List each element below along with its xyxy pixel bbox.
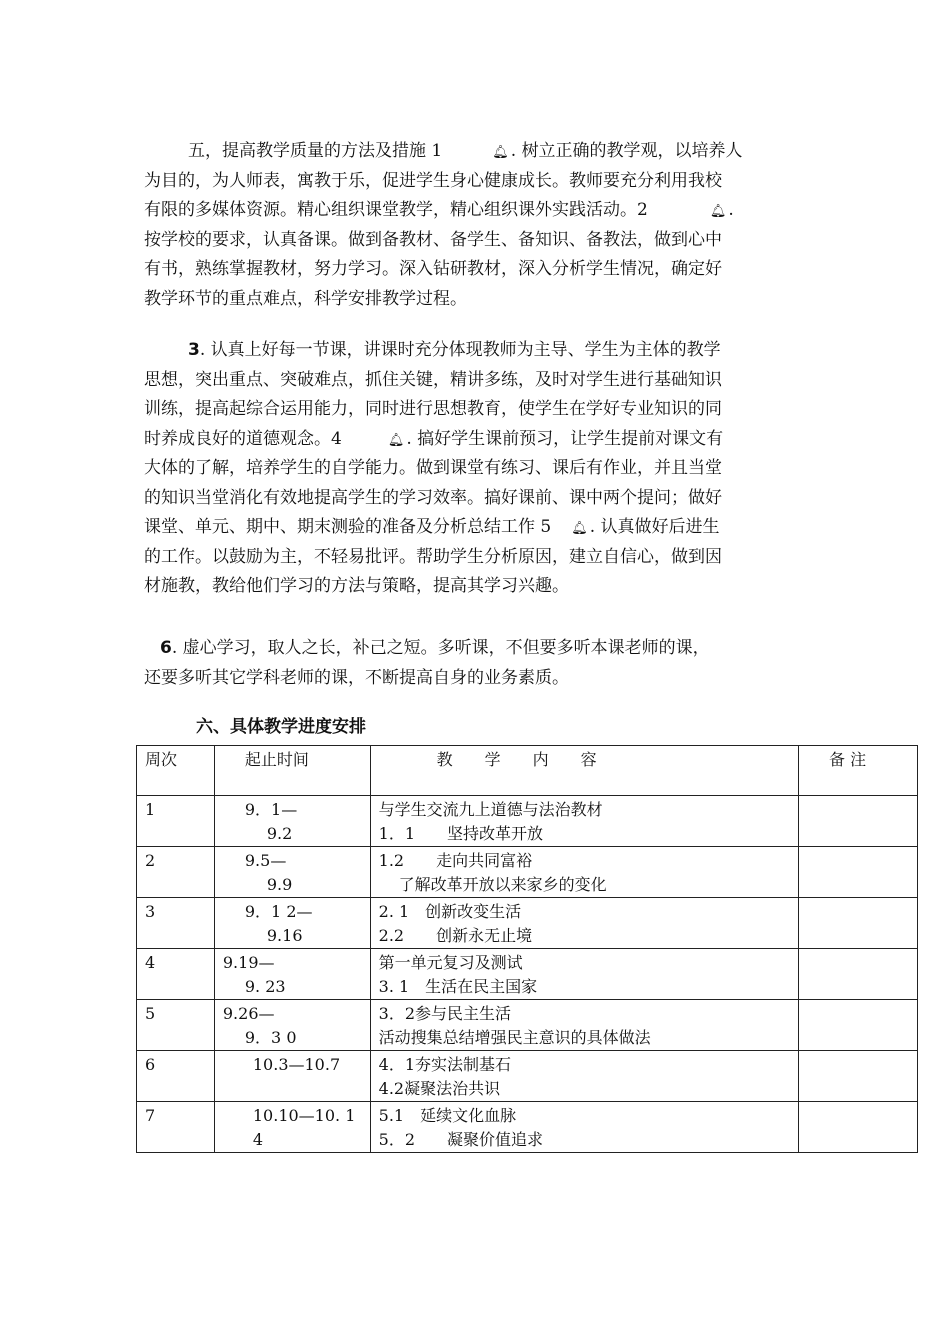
- p2-line-1: . 认真上好每一节课，讲课时充分体现教师为主导、学生为主体的教学: [199, 340, 721, 360]
- time-line: 9. 23: [244, 977, 286, 996]
- content-line: 第一单元复习及测试: [378, 953, 523, 972]
- p2-line-5: 大体的了解，培养学生的自学能力。做到课堂有练习、课后有作业，并且当堂: [144, 458, 722, 478]
- cell-note: [799, 1051, 918, 1102]
- time-line: 9．1—: [244, 800, 298, 819]
- cell-time: [214, 1000, 370, 1051]
- table-row: [137, 847, 918, 898]
- header-week: 周次: [137, 746, 215, 796]
- cell-content: [370, 1051, 798, 1102]
- cell-content: [370, 1000, 798, 1051]
- cell-content: [370, 1102, 798, 1153]
- p2-line-7a: 课堂、单元、期中、期末测验的准备及分析总结工作 5: [144, 517, 552, 537]
- p1-line-5: 有书，熟练掌握教材，努力学习。深入钻研教材，深入分析学生情况，确定好: [144, 259, 722, 279]
- time-line: 9.2: [266, 824, 293, 843]
- time-line: 10.10—10. 1: [252, 1106, 356, 1125]
- time-line: 9.26—: [222, 1004, 275, 1023]
- section5-paragraph-2: 3. 认真上好每一节课，讲课时充分体现教师为主导、学生为主体的教学 思想，突出重点、突破难点，抓住关键，精讲多练，及时对学生进行基础知识 训练，提高起综合运用能力，同时进行思想教育，使学生在学好专业知识的同 时养成良好的道德观念。4 🔔︎ . 搞好学生课前预习，让学生提前对课文有 大体的了解，培养学生的自学能力。做到课堂有练习、课后有作业，并且当堂 的知识当堂消化有效地提高学生的学习效率。搞好课前、课中两个提问；做好 课堂、单元、期中、期末测验的准备及分析总结工作 5 🔔︎ . 认真做好后进生 的工作。以鼓励为主，不轻易批评。帮助学生分析原因，建立自信心，做到因 材施教，教给他们学习的方法与策略，提高其学习兴趣。: [144, 336, 808, 602]
- time-line: 9．3 0: [244, 1028, 297, 1047]
- p3-line-1: . 虚心学习，取人之长，补己之短。多听课，不但要多听本课老师的课，: [171, 638, 710, 658]
- content-line: 5.1 延续文化血脉: [378, 1106, 517, 1125]
- cell-note: [799, 898, 918, 949]
- time-line: 9.19—: [222, 953, 275, 972]
- table-row: [137, 898, 918, 949]
- cell-time: [214, 796, 370, 847]
- cell-time: [214, 847, 370, 898]
- content-line: 2. 1 创新改变生活: [378, 902, 522, 921]
- header-note: 备 注: [799, 746, 918, 796]
- p2-line-7b: 认真做好后进生: [600, 517, 720, 537]
- cell-week: 4: [137, 949, 215, 1000]
- content-line: 4．1夯实法制基石: [378, 1055, 512, 1074]
- content-line: 活动搜集总结增强民主意识的具体做法: [378, 1028, 651, 1047]
- p3-line-2: 还要多听其它学科老师的课，不断提高自身的业务素质。: [144, 667, 569, 688]
- p2-line-8: 的工作。以鼓励为主，不轻易批评。帮助学生分析原因，建立自信心，做到因: [144, 546, 722, 567]
- time-line: 9.16: [266, 926, 303, 945]
- p1-line-3: 有限的多媒体资源。精心组织课堂教学，精心组织课外实践活动。2: [144, 200, 648, 220]
- p2-line-3: 训练，提高起综合运用能力，同时进行思想教育，使学生在学好专业知识的同: [144, 399, 722, 419]
- table-row: [137, 1102, 918, 1153]
- content-line: 2.2 创新永无止境: [378, 926, 533, 945]
- section6-heading: 六、具体教学进度安排: [196, 717, 366, 737]
- p1-line-4: 按学校的要求，认真备课。做到备教材、备学生、备知识、备教法，做到心中: [144, 229, 722, 250]
- p2-line-4a: 时养成良好的道德观念。4: [144, 428, 342, 449]
- time-line: 9．1 2—: [244, 902, 313, 921]
- cell-note: [799, 1102, 918, 1153]
- table-row: [137, 796, 918, 847]
- content-line: 4.2凝聚法治共识: [378, 1079, 501, 1098]
- time-line: 4: [252, 1130, 264, 1149]
- content-line: 3．2参与民主生活: [378, 1004, 512, 1023]
- table-row: [137, 949, 918, 1000]
- table-header-row: [137, 746, 918, 796]
- cell-time: [214, 949, 370, 1000]
- header-content: 教 学 内 容: [370, 746, 798, 796]
- cell-week: 3: [137, 898, 215, 949]
- content-line: 1．1 坚持改革开放: [378, 824, 544, 843]
- section5-paragraph-3: [144, 634, 808, 693]
- cell-content: [370, 898, 798, 949]
- cell-time: [214, 1051, 370, 1102]
- table-row: [137, 1051, 918, 1102]
- p1-line-1b: 树立正确的教学观，以培养人: [521, 141, 743, 161]
- cell-week: 6: [137, 1051, 215, 1102]
- cell-note: [799, 796, 918, 847]
- time-line: 9.9: [266, 875, 293, 894]
- time-line: 10.3—10.7: [252, 1055, 341, 1074]
- bell-icon: 🔔︎: [709, 204, 727, 219]
- section5-paragraph-1: 五，提高教学质量的方法及措施 1 🔔︎ . 树立正确的教学观，以培养人 为目的，为人师表，寓教于乐，促进学生身心健康成长。教师要充分利用我校 有限的多媒体资源。精心组织课堂教学，精心组织课外实践活动。2 🔔︎ . 按学校的要求，认真备课。做到备教材、备学生、备知识、备教法，做到心中 有书，熟练掌握教材，努力学习。深入钻研教材，深入分析学生情况，确定好 教学环节的重点难点，科学安排教学过程。: [144, 137, 808, 314]
- content-line: 3. 1 生活在民主国家: [378, 977, 538, 996]
- content-line: 1.2 走向共同富裕: [378, 851, 533, 870]
- cell-note: [799, 1000, 918, 1051]
- table-row: [137, 1000, 918, 1051]
- cell-note: [799, 847, 918, 898]
- cell-week: 5: [137, 1000, 215, 1051]
- p2-line-9: 材施教，教给他们学习的方法与策略，提高其学习兴趣。: [144, 576, 569, 596]
- cell-week: 1: [137, 796, 215, 847]
- p1-line-6: 教学环节的重点难点，科学安排教学过程。: [144, 288, 467, 309]
- cell-note: [799, 949, 918, 1000]
- cell-content: [370, 796, 798, 847]
- content-line: 与学生交流九上道德与法治教材: [378, 800, 603, 819]
- cell-content: [370, 847, 798, 898]
- schedule-table: [136, 745, 918, 1153]
- cell-time: [214, 898, 370, 949]
- item-number-6: 6: [160, 638, 172, 658]
- bell-icon: 🔔︎: [571, 521, 588, 536]
- time-line: 9.5—: [244, 851, 287, 870]
- bell-icon: 🔔︎: [387, 432, 405, 448]
- content-line: 了解改革开放以来家乡的变化: [398, 875, 607, 894]
- header-time: 起止时间: [214, 746, 370, 796]
- cell-week: 7: [137, 1102, 215, 1153]
- cell-week: 2: [137, 847, 215, 898]
- cell-time: [214, 1102, 370, 1153]
- p1-line-3-wrap: 有限的多媒体资源。精心组织课堂教学，精心组织课外实践活动。2 🔔︎ .: [144, 200, 734, 220]
- p1-line-1a: 五，提高教学质量的方法及措施 1: [188, 141, 443, 161]
- p2-line-2: 思想，突出重点、突破难点，抓住关键，精讲多练，及时对学生进行基础知识: [144, 369, 722, 390]
- item-number-3: 3: [188, 340, 200, 360]
- p1-line-2: 为目的，为人师表，寓教于乐，促进学生身心健康成长。教师要充分利用我校: [144, 170, 722, 191]
- p2-line-4b: 搞好学生课前预习，让学生提前对课文有: [417, 428, 724, 449]
- content-line: 5．2 凝聚价值追求: [378, 1130, 544, 1149]
- bell-icon: 🔔︎: [492, 145, 509, 160]
- cell-content: [370, 949, 798, 1000]
- p2-line-6: 的知识当堂消化有效地提高学生的学习效率。搞好课前、课中两个提问；做好: [144, 487, 722, 508]
